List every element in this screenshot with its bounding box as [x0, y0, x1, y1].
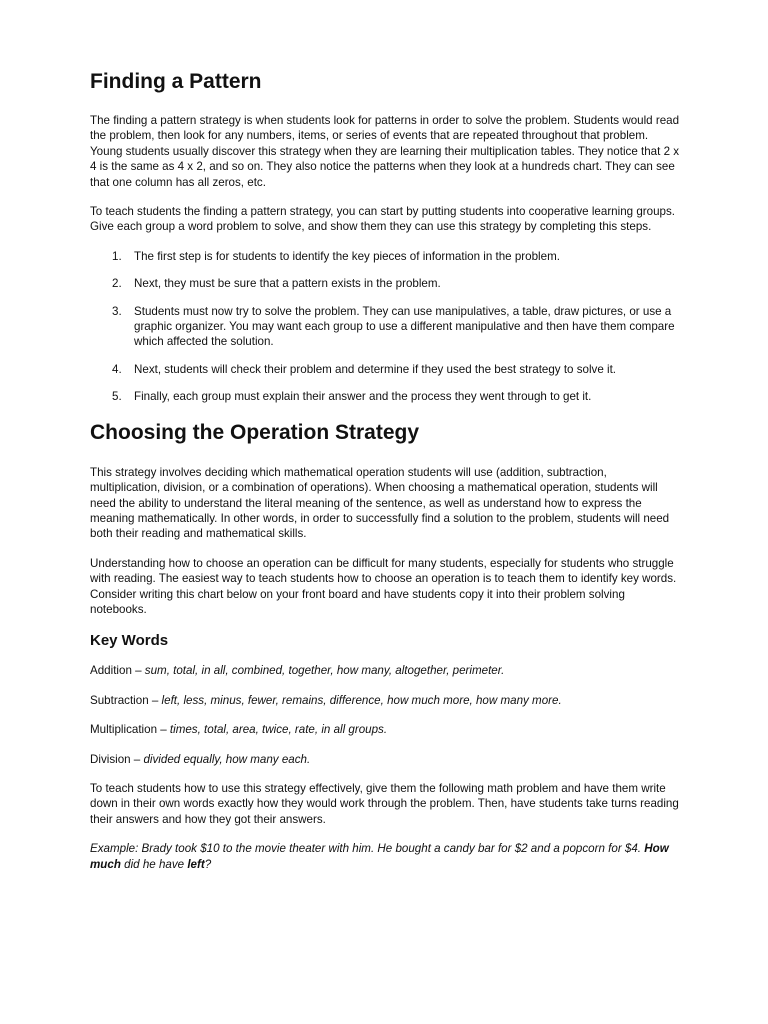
- list-text: Next, they must be sure that a pattern exists in the problem.: [134, 277, 441, 291]
- list-item: [90, 276, 680, 291]
- keyword-operation: Multiplication –: [90, 723, 170, 737]
- keyword-terms: times, total, area, twice, rate, in all groups.: [169, 723, 388, 737]
- list-text: Finally, each group must explain their answer and the process they went through to get it.: [134, 390, 592, 404]
- list-number: 1.: [112, 249, 122, 263]
- steps-list: [90, 249, 680, 405]
- list-item: [90, 249, 680, 264]
- paragraph-operation-intro: This strategy involves deciding which mathematical operation students will use (addition, subtraction, multiplication, division, or a combination of operations). When choosing a mathematical operation, students will need the ability to understand the literal meaning of the sentence, as well as understand how to express the meaning mathematically. In other words, in order to successfully find a solution to the problem, students will need both their reading and mathematical skills.: [90, 465, 670, 541]
- keyword-line-addition: [90, 663, 680, 678]
- keyword-line-multiplication: [90, 722, 680, 737]
- list-text: Next, students will check their problem and determine if they used the best strategy to solve it.: [134, 362, 617, 376]
- example-problem: [90, 841, 680, 872]
- list-number: 2.: [112, 277, 122, 291]
- example-bold-left: left: [187, 857, 205, 871]
- heading-finding-a-pattern: Finding a Pattern: [90, 70, 262, 93]
- heading-choosing-operation: Choosing the Operation Strategy: [90, 420, 420, 444]
- paragraph-operation-difficulty: Understanding how to choose an operation can be difficult for many students, especially for students who struggle with reading. The easiest way to teach students how to choose an operation is to teach them to identify key words. Consider writing this chart below on your front board and have students copy it into their problem solving notebooks.: [90, 556, 677, 616]
- list-item: [90, 304, 680, 350]
- list-item: [90, 362, 680, 377]
- keyword-terms: left, less, minus, fewer, remains, difference, how much more, how many more.: [161, 693, 562, 707]
- keyword-terms: divided equally, how many each.: [143, 752, 311, 766]
- keyword-operation: Division –: [90, 752, 144, 766]
- list-text: Students must now try to solve the problem. They can use manipulatives, a table, draw pictures, or use a graphic organizer. You may want each group to use a different manipulative and then have them compare which affected the solution.: [134, 304, 675, 349]
- keyword-operation: Subtraction –: [90, 693, 162, 707]
- example-bold-how-much: How much: [90, 842, 669, 871]
- keyword-operation: Addition –: [90, 664, 145, 678]
- paragraph-pattern-intro: The finding a pattern strategy is when students look for patterns in order to solve the problem. Students would read the problem, then look for any numbers, items, or series of events that are repeated throughout that problem. Young students usually discover this strategy when they are learning their multiplication tables. They notice that 2 x 4 is the same as 4 x 2, and so on. They also notice the patterns when they look at a hundreds chart. They can see that one column has all zeros, etc.: [90, 114, 680, 189]
- list-number: 3.: [112, 304, 122, 318]
- list-number: 4.: [112, 362, 122, 376]
- example-text: Example: Brady took $10 to the movie theater with him. He bought a candy bar for $2 and a popcorn for $4.: [90, 842, 645, 856]
- keyword-line-division: [90, 752, 680, 767]
- list-text: The first step is for students to identify the key pieces of information in the problem.: [134, 249, 560, 263]
- list-item: [90, 389, 680, 404]
- keyword-line-subtraction: [90, 693, 680, 708]
- keyword-terms: sum, total, in all, combined, together, how many, altogether, perimeter.: [144, 664, 505, 678]
- example-text: did he have: [120, 857, 188, 871]
- heading-key-words: Key Words: [90, 632, 169, 650]
- paragraph-pattern-teach: To teach students the finding a pattern strategy, you can start by putting students into cooperative learning groups. Give each group a word problem to solve, and show them they can use this strategy by completing this steps.: [90, 205, 675, 234]
- example-text: ?: [204, 857, 212, 871]
- paragraph-operation-teach: To teach students how to use this strategy effectively, give them the following math problem and have them write down in their own words exactly how they would work through the problem. Then, have students take turns reading their answers and how they got their answers.: [90, 781, 679, 826]
- list-number: 5.: [112, 390, 122, 404]
